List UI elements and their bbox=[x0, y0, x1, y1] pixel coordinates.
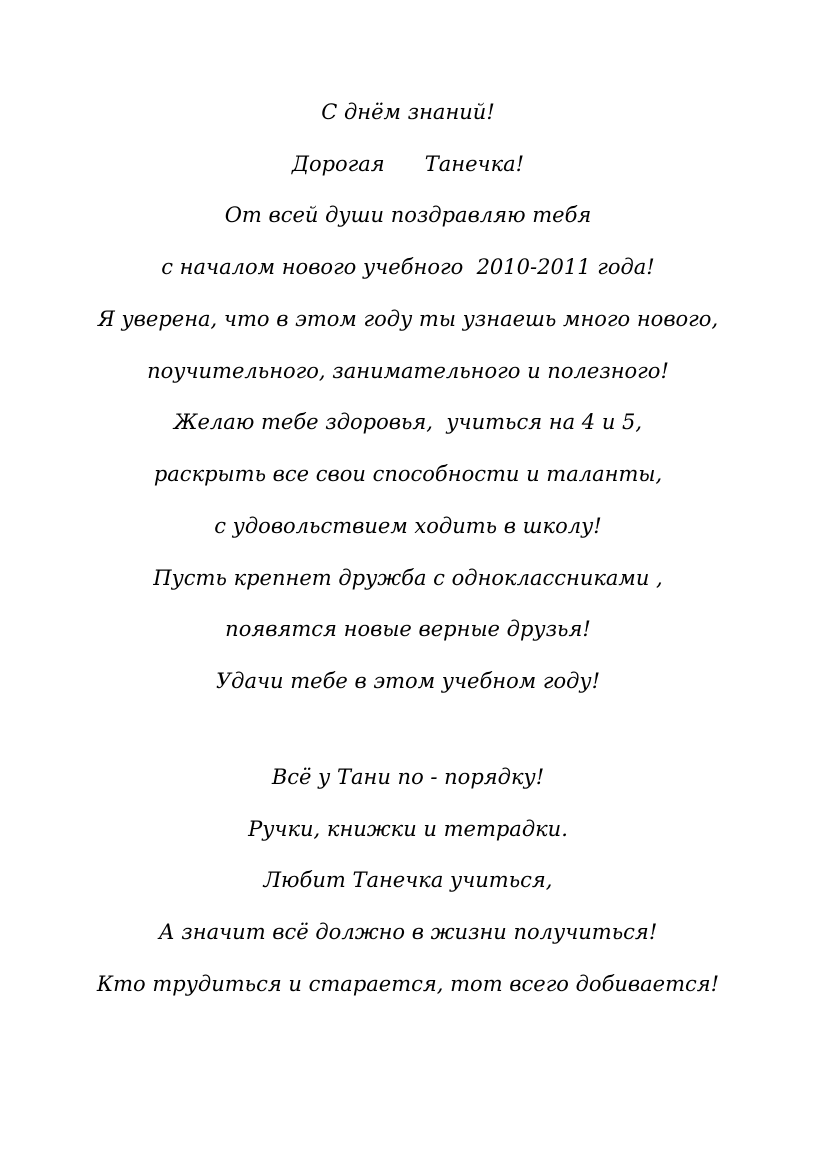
greeting-line: Я уверена, что в этом году ты узнаешь много нового, bbox=[97, 307, 719, 331]
greeting-line: Дорогая Танечка! bbox=[291, 152, 525, 176]
greeting-line: поучительного, занимательного и полезного! bbox=[147, 359, 669, 383]
poem-line: А значит всё должно в жизни получиться! bbox=[158, 920, 658, 944]
greeting-line: Пусть крепнет дружба с одноклассниками , bbox=[153, 566, 663, 590]
greeting-line: раскрыть все свои способности и таланты, bbox=[153, 462, 663, 486]
poem-line: Всё у Тани по - порядку! bbox=[271, 765, 545, 789]
greeting-line: с удовольствием ходить в школу! bbox=[214, 514, 602, 538]
greeting-line: с началом нового учебного 2010-2011 года! bbox=[161, 255, 655, 279]
greeting-line: Желаю тебе здоровья, учиться на 4 и 5, bbox=[173, 410, 643, 434]
greeting-line: Удачи тебе в этом учебном году! bbox=[215, 669, 601, 693]
greeting-line: От всей души поздравляю тебя bbox=[224, 203, 592, 227]
poem-line: Кто трудиться и старается, тот всего добивается! bbox=[96, 972, 720, 996]
poem-line: Ручки, книжки и тетрадки. bbox=[248, 817, 568, 841]
poem-line: Любит Танечка учиться, bbox=[263, 868, 553, 892]
greeting-line: появятся новые верные друзья! bbox=[225, 617, 591, 641]
greeting-line: С днём знаний! bbox=[321, 100, 495, 124]
